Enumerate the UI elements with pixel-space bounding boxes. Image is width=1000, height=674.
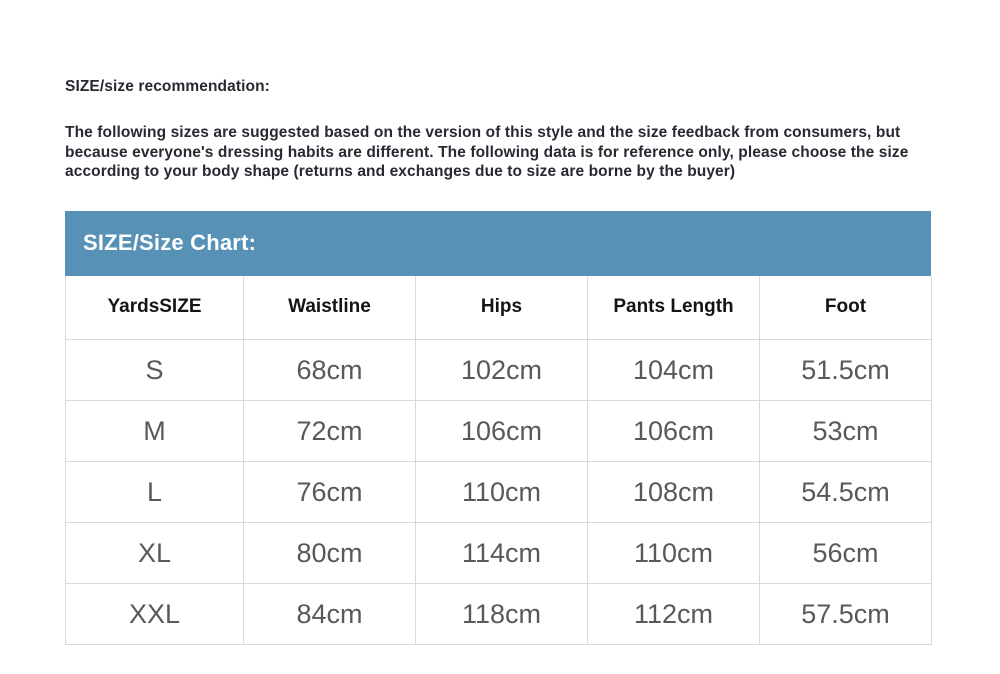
- table-row-xl: [66, 523, 932, 584]
- table-cell: 53cm: [760, 401, 932, 462]
- size-chart-table: [65, 276, 932, 646]
- table-cell: 56cm: [760, 523, 932, 584]
- table-cell: 110cm: [416, 462, 588, 523]
- column-header-waistline: Waistline: [244, 276, 416, 340]
- column-header-hips: Hips: [416, 276, 588, 340]
- table-cell: 112cm: [588, 584, 760, 645]
- column-header-pants-length: Pants Length: [588, 276, 760, 340]
- table-header-row: [66, 276, 932, 340]
- table-row-xxl: [66, 584, 932, 645]
- table-cell: 108cm: [588, 462, 760, 523]
- table-cell: 84cm: [244, 584, 416, 645]
- size-cell: XXL: [66, 584, 244, 645]
- table-cell: 106cm: [588, 401, 760, 462]
- page-content: [65, 78, 937, 645]
- table-cell: 114cm: [416, 523, 588, 584]
- table-cell: 106cm: [416, 401, 588, 462]
- table-cell: 72cm: [244, 401, 416, 462]
- size-chart-title-bar: [65, 211, 931, 276]
- table-cell: 118cm: [416, 584, 588, 645]
- size-cell: L: [66, 462, 244, 523]
- column-header-yards-size: YardsSIZE: [66, 276, 244, 340]
- column-header-foot: Foot: [760, 276, 932, 340]
- table-cell: 54.5cm: [760, 462, 932, 523]
- table-row-s: [66, 340, 932, 401]
- table-cell: 68cm: [244, 340, 416, 401]
- table-cell: 104cm: [588, 340, 760, 401]
- size-cell: M: [66, 401, 244, 462]
- size-cell: XL: [66, 523, 244, 584]
- size-chart-section: [65, 211, 931, 646]
- size-recommendation-paragraph: The following sizes are suggested based on the version of this style and the size feedback from consumers, but because everyone's dressing habits are different. The following data is for reference only, please choose the size according to your body shape (returns and exchanges due to size are borne by the buyer): [65, 124, 909, 180]
- size-chart-title: SIZE/Size Chart:: [83, 230, 257, 255]
- table-row-l: [66, 462, 932, 523]
- table-cell: 51.5cm: [760, 340, 932, 401]
- table-row-m: [66, 401, 932, 462]
- table-cell: 80cm: [244, 523, 416, 584]
- table-cell: 102cm: [416, 340, 588, 401]
- table-cell: 110cm: [588, 523, 760, 584]
- size-recommendation-heading: SIZE/size recommendation:: [65, 78, 270, 95]
- size-cell: S: [66, 340, 244, 401]
- table-cell: 57.5cm: [760, 584, 932, 645]
- table-cell: 76cm: [244, 462, 416, 523]
